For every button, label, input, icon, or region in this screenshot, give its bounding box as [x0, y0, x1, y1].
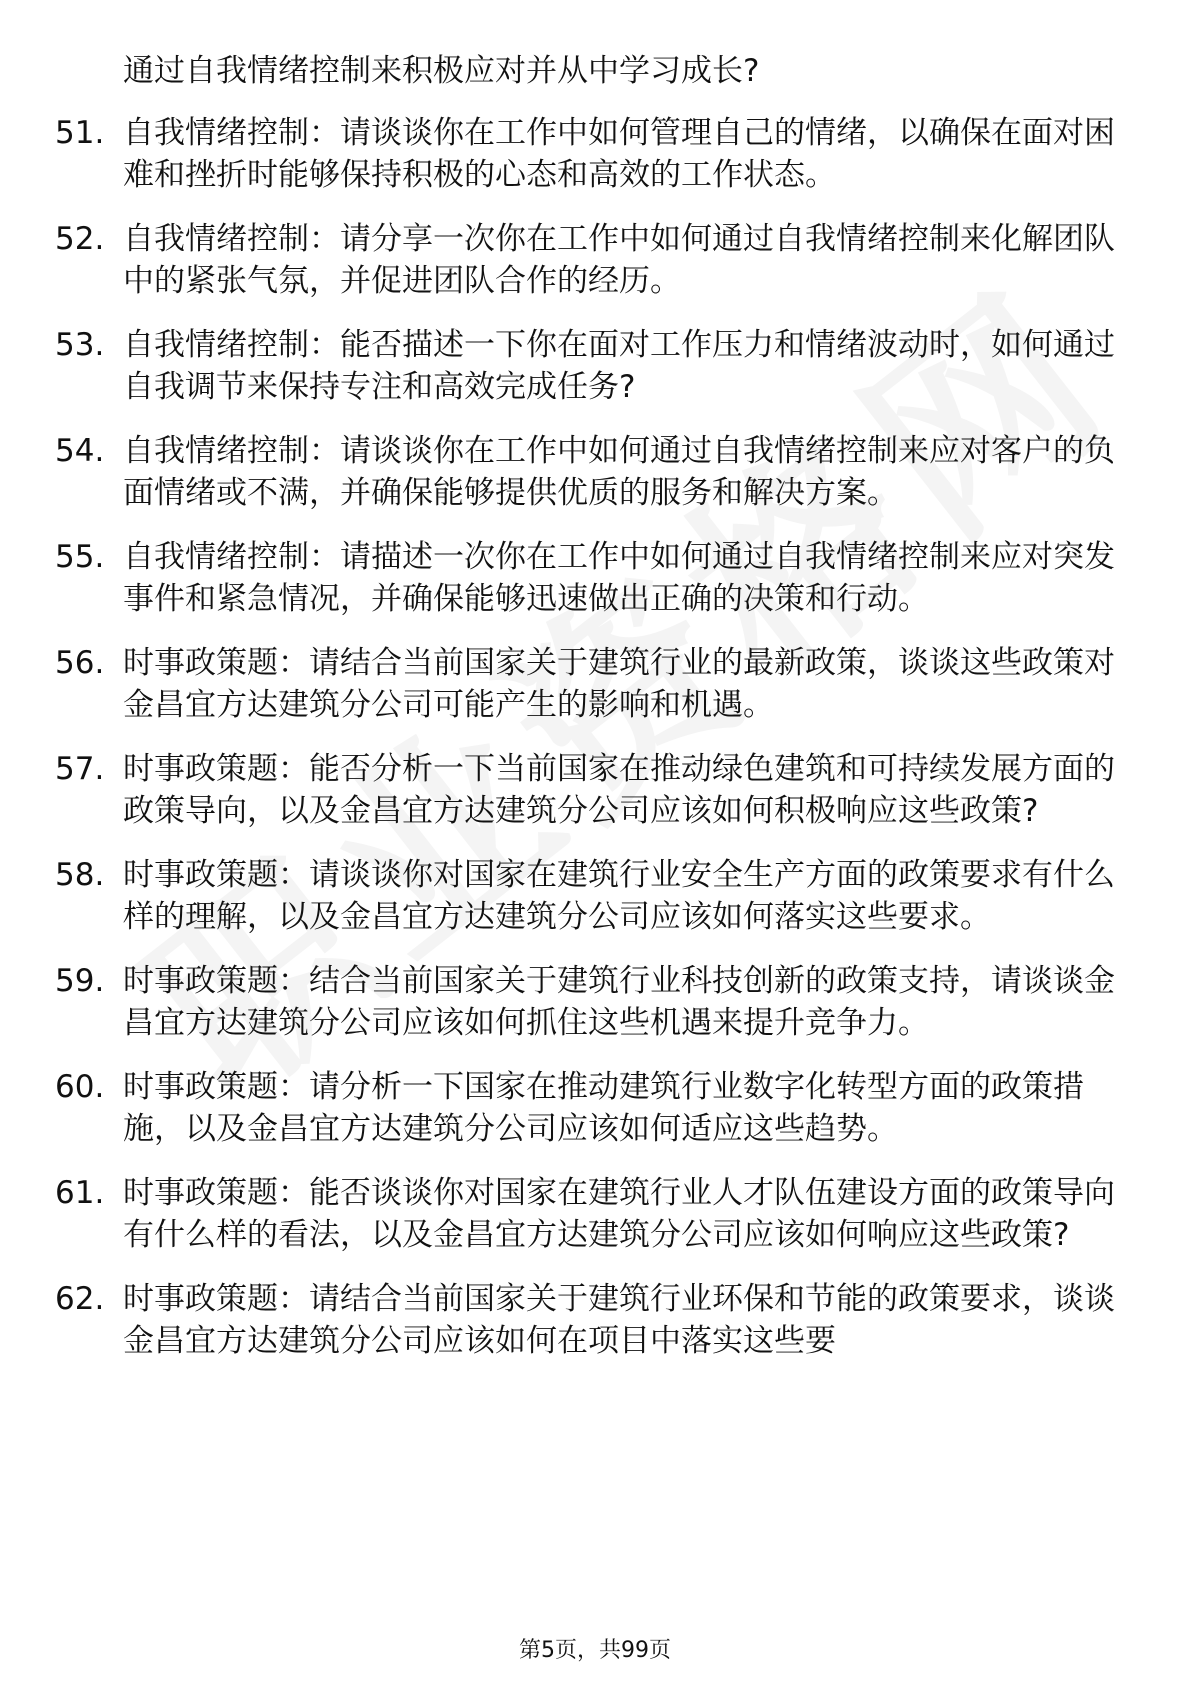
- question-number: 53.: [55, 327, 105, 363]
- page-number: 第5页，共99页: [519, 1638, 671, 1663]
- question-number: 59.: [55, 963, 105, 999]
- question-text: 时事政策题：请结合当前国家关于建筑行业环保和节能的政策要求，谈谈金昌宜方达建筑分公司应该如何在项目中落实这些要: [123, 1281, 1115, 1359]
- question-item: [55, 430, 1115, 514]
- question-item: [55, 324, 1115, 408]
- question-number: 55.: [55, 539, 105, 575]
- question-text: 自我情绪控制：请描述一次你在工作中如何通过自我情绪控制来应对突发事件和紧急情况，并确保能够迅速做出正确的决策和行动。: [123, 539, 1115, 617]
- question-item: [55, 1172, 1115, 1256]
- question-item: [55, 112, 1115, 196]
- question-text: 通过自我情绪控制来积极应对并从中学习成长?: [123, 53, 760, 89]
- question-text: 自我情绪控制：请谈谈你在工作中如何管理自己的情绪，以确保在面对困难和挫折时能够保持积极的心态和高效的工作状态。: [123, 115, 1115, 193]
- question-text: 自我情绪控制：能否描述一下你在面对工作压力和情绪波动时，如何通过自我调节来保持专注和高效完成任务?: [123, 327, 1115, 405]
- question-list: [55, 50, 1115, 1384]
- question-number: 52.: [55, 221, 105, 257]
- question-text: 时事政策题：请谈谈你对国家在建筑行业安全生产方面的政策要求有什么样的理解，以及金昌宜方达建筑分公司应该如何落实这些要求。: [123, 857, 1115, 935]
- question-number: 62.: [55, 1281, 105, 1317]
- question-text: 时事政策题：请分析一下国家在推动建筑行业数字化转型方面的政策措施，以及金昌宜方达建筑分公司应该如何适应这些趋势。: [123, 1069, 1084, 1147]
- question-text: 自我情绪控制：请分享一次你在工作中如何通过自我情绪控制来化解团队中的紧张气氛，并促进团队合作的经历。: [123, 221, 1115, 299]
- question-number: 61.: [55, 1175, 105, 1211]
- question-item: [55, 1066, 1115, 1150]
- question-item: [55, 960, 1115, 1044]
- question-text: 时事政策题：能否谈谈你对国家在建筑行业人才队伍建设方面的政策导向有什么样的看法，以及金昌宜方达建筑分公司应该如何响应这些政策?: [123, 1175, 1115, 1253]
- question-item: [55, 536, 1115, 620]
- question-item: [55, 748, 1115, 832]
- question-item: [55, 1278, 1115, 1362]
- question-number: 57.: [55, 751, 105, 787]
- page-footer: [0, 1636, 1190, 1666]
- question-item: [55, 642, 1115, 726]
- question-text: 时事政策题：能否分析一下当前国家在推动绿色建筑和可持续发展方面的政策导向，以及金昌宜方达建筑分公司应该如何积极响应这些政策?: [123, 751, 1115, 829]
- question-number: 60.: [55, 1069, 105, 1105]
- question-text: 自我情绪控制：请谈谈你在工作中如何通过自我情绪控制来应对客户的负面情绪或不满，并确保能够提供优质的服务和解决方案。: [123, 433, 1115, 511]
- question-text: 时事政策题：请结合当前国家关于建筑行业的最新政策，谈谈这些政策对金昌宜方达建筑分公司可能产生的影响和机遇。: [123, 645, 1115, 723]
- question-item: [55, 50, 1115, 92]
- question-number: 56.: [55, 645, 105, 681]
- question-number: 54.: [55, 433, 105, 469]
- question-item: [55, 218, 1115, 302]
- question-text: 时事政策题：结合当前国家关于建筑行业科技创新的政策支持，请谈谈金昌宜方达建筑分公司应该如何抓住这些机遇来提升竞争力。: [123, 963, 1115, 1041]
- question-number: 51.: [55, 115, 105, 151]
- question-item: [55, 854, 1115, 938]
- question-number: 58.: [55, 857, 105, 893]
